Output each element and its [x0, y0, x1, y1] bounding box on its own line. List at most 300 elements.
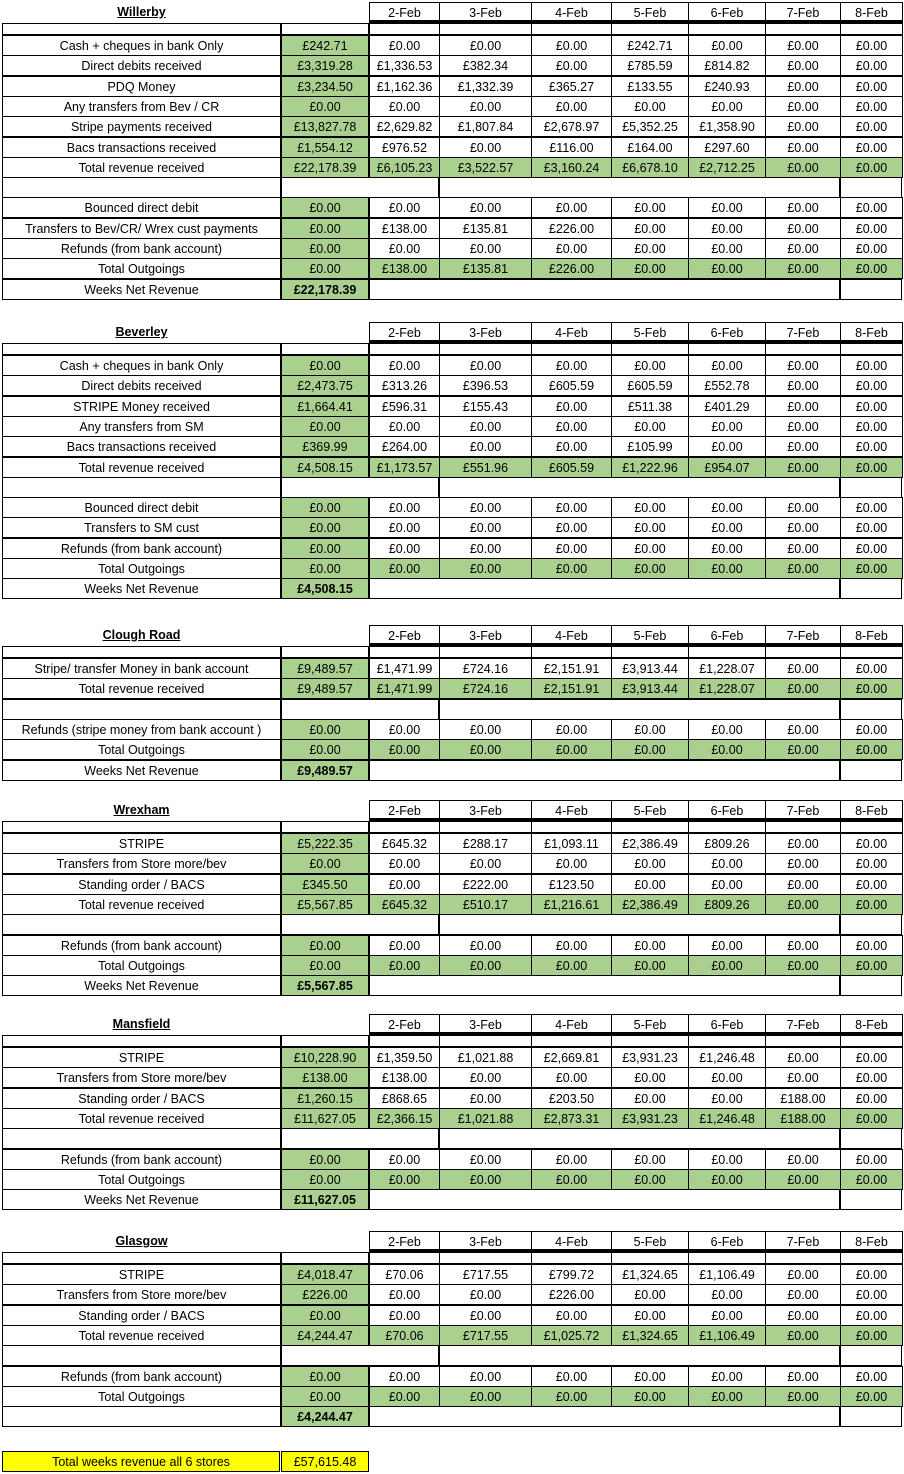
outgoing-row-day-value: £0.00: [840, 517, 903, 538]
outgoing-row-day-value: £0.00: [531, 1366, 612, 1387]
outgoing-row-day-value: £0.00: [439, 538, 532, 559]
blank-row: [281, 1252, 369, 1264]
blank-row: [765, 821, 841, 833]
blank-row: [840, 1189, 902, 1210]
total-revenue-row-day-value: £3,522.57: [439, 157, 532, 178]
total-outgoings-row-day-value: £0.00: [765, 558, 841, 579]
total-outgoings-row-day-value: £0.00: [765, 1386, 841, 1407]
store-title: Wrexham: [113, 803, 170, 817]
income-row-label: PDQ Money: [2, 76, 281, 97]
blank-row: [840, 760, 902, 781]
date-header: 8-Feb: [840, 322, 903, 343]
date-header: 7-Feb: [765, 322, 841, 343]
income-row-day-value: £313.26: [369, 375, 440, 396]
income-row-day-value: £365.27: [531, 76, 612, 97]
outgoing-row-day-value: £0.00: [369, 517, 440, 538]
outgoing-row-day-value: £0.00: [765, 1149, 841, 1170]
total-outgoings-row-label: Total Outgoings: [2, 739, 281, 760]
date-header: 3-Feb: [439, 2, 532, 23]
income-row-day-value: £0.00: [840, 436, 903, 457]
total-revenue-row-day-value: £0.00: [765, 457, 841, 478]
outgoing-row-day-value: £226.00: [531, 218, 612, 239]
outgoing-row-total: £0.00: [281, 497, 369, 518]
blank-row: [2, 23, 281, 35]
income-row-day-value: £0.00: [531, 35, 612, 56]
total-revenue-row-day-value: £724.16: [439, 678, 532, 699]
outgoing-row-label: Refunds (from bank account): [2, 1366, 281, 1387]
blank-row: [765, 1035, 841, 1047]
blank-row: [840, 477, 902, 498]
income-row-day-value: £0.00: [439, 35, 532, 56]
outgoing-row-day-value: £0.00: [369, 1149, 440, 1170]
total-outgoings-row-day-value: £138.00: [369, 258, 440, 279]
income-row-label: Transfers from Store more/bev: [2, 1284, 281, 1305]
blank-row: [439, 477, 840, 498]
income-row-label: Standing order / BACS: [2, 874, 281, 895]
blank-row: [2, 1252, 281, 1264]
total-revenue-row-day-value: £2,151.91: [531, 678, 612, 699]
income-row-day-value: £0.00: [840, 1305, 903, 1326]
total-revenue-row-day-value: £3,913.44: [611, 678, 689, 699]
net-revenue-value: £22,178.39: [281, 279, 369, 300]
income-row-label: Direct debits received: [2, 375, 281, 396]
total-revenue-row-day-value: £809.26: [688, 894, 766, 915]
outgoing-row-day-value: £0.00: [840, 238, 903, 259]
net-revenue-label: Weeks Net Revenue: [2, 578, 281, 599]
income-row-day-value: £0.00: [840, 116, 903, 137]
blank-row: [840, 1128, 902, 1149]
income-row-day-value: £297.60: [688, 137, 766, 158]
income-row-day-value: £0.00: [369, 355, 440, 376]
total-outgoings-row-day-value: £0.00: [688, 739, 766, 760]
income-row-total: £0.00: [281, 355, 369, 376]
total-outgoings-row-day-value: £0.00: [439, 955, 532, 976]
outgoing-row-day-value: £0.00: [688, 1366, 766, 1387]
outgoing-row-label: Refunds (from bank account): [2, 935, 281, 956]
total-outgoings-row-day-value: £0.00: [765, 258, 841, 279]
total-outgoings-row-label: Total Outgoings: [2, 1386, 281, 1407]
outgoing-row-day-value: £0.00: [439, 197, 532, 218]
total-revenue-row-day-value: £2,712.25: [688, 157, 766, 178]
income-row-label: Standing order / BACS: [2, 1305, 281, 1326]
income-row-day-value: £0.00: [439, 853, 532, 874]
total-outgoings-row-label: Total Outgoings: [2, 558, 281, 579]
blank-row: [369, 23, 440, 35]
total-outgoings-row-day-value: £0.00: [611, 258, 689, 279]
net-revenue-label: Weeks Net Revenue: [2, 975, 281, 996]
outgoing-row-day-value: £0.00: [688, 517, 766, 538]
income-row-total: £0.00: [281, 416, 369, 437]
outgoing-row-day-value: £0.00: [688, 238, 766, 259]
blank-row: [439, 699, 840, 720]
income-row-day-value: £2,386.49: [611, 833, 689, 854]
date-header: 6-Feb: [688, 800, 766, 821]
income-row-day-value: £1,358.90: [688, 116, 766, 137]
income-row-day-value: £0.00: [439, 416, 532, 437]
income-row-day-value: £242.71: [611, 35, 689, 56]
blank-row: [369, 760, 840, 781]
outgoing-row-day-value: £0.00: [840, 197, 903, 218]
date-header: 6-Feb: [688, 322, 766, 343]
income-row-day-value: £868.65: [369, 1088, 440, 1109]
income-row-day-value: £0.00: [688, 96, 766, 117]
income-row-day-value: £382.34: [439, 55, 532, 76]
total-revenue-row-day-value: £0.00: [840, 157, 903, 178]
income-row-day-value: £1,359.50: [369, 1047, 440, 1068]
store-title: Willerby: [117, 5, 166, 19]
net-revenue-label: Weeks Net Revenue: [2, 1189, 281, 1210]
date-header: 5-Feb: [611, 1014, 689, 1035]
outgoing-row-day-value: £0.00: [840, 497, 903, 518]
blank-row: [369, 1035, 440, 1047]
income-row-label: Standing order / BACS: [2, 1088, 281, 1109]
date-header: 4-Feb: [531, 625, 612, 646]
total-outgoings-row-day-value: £0.00: [369, 558, 440, 579]
income-row-day-value: £0.00: [611, 1284, 689, 1305]
total-outgoings-row-day-value: £0.00: [531, 1386, 612, 1407]
date-header: 5-Feb: [611, 2, 689, 23]
outgoing-row-day-value: £0.00: [765, 517, 841, 538]
income-row-day-value: £0.00: [439, 1305, 532, 1326]
income-row-day-value: £0.00: [688, 355, 766, 376]
income-row-label: STRIPE: [2, 1264, 281, 1285]
income-row-day-value: £0.00: [840, 1088, 903, 1109]
date-header: 4-Feb: [531, 2, 612, 23]
total-outgoings-row-day-value: £0.00: [369, 1386, 440, 1407]
outgoing-row-day-value: £0.00: [369, 1366, 440, 1387]
blank-row: [611, 343, 689, 355]
blank-row: [2, 914, 281, 935]
income-row-day-value: £0.00: [688, 853, 766, 874]
total-outgoings-row-total: £0.00: [281, 558, 369, 579]
total-outgoings-row-label: Total Outgoings: [2, 258, 281, 279]
outgoing-row-day-value: £0.00: [765, 935, 841, 956]
income-row-day-value: £0.00: [439, 137, 532, 158]
income-row-day-value: £0.00: [765, 436, 841, 457]
blank-row: [439, 821, 532, 833]
blank-row: [611, 821, 689, 833]
total-revenue-row-day-value: £510.17: [439, 894, 532, 915]
income-row-total: £345.50: [281, 874, 369, 895]
total-outgoings-row-day-value: £0.00: [688, 1169, 766, 1190]
blank-row: [688, 343, 766, 355]
income-row-day-value: £70.06: [369, 1264, 440, 1285]
blank-row: [2, 477, 281, 498]
total-outgoings-row-day-value: £0.00: [688, 558, 766, 579]
income-row-day-value: £222.00: [439, 874, 532, 895]
date-header: 7-Feb: [765, 2, 841, 23]
blank-row: [765, 23, 841, 35]
income-row-day-value: £0.00: [369, 1305, 440, 1326]
outgoing-row-total: £0.00: [281, 719, 369, 740]
income-row-total: £4,018.47: [281, 1264, 369, 1285]
total-revenue-row-day-value: £1,021.88: [439, 1108, 532, 1129]
income-row-label: Cash + cheques in bank Only: [2, 355, 281, 376]
income-row-day-value: £1,246.48: [688, 1047, 766, 1068]
outgoing-row-day-value: £0.00: [439, 517, 532, 538]
date-header: 5-Feb: [611, 1231, 689, 1252]
total-outgoings-row-day-value: £135.81: [439, 258, 532, 279]
income-row-day-value: £0.00: [840, 874, 903, 895]
outgoing-row-day-value: £0.00: [369, 935, 440, 956]
total-outgoings-row-day-value: £0.00: [840, 1169, 903, 1190]
blank-row: [439, 1128, 840, 1149]
outgoing-row-day-value: £0.00: [439, 238, 532, 259]
income-row-day-value: £1,228.07: [688, 658, 766, 679]
outgoing-row-day-value: £0.00: [611, 538, 689, 559]
income-row-day-value: £0.00: [840, 416, 903, 437]
income-row-day-value: £511.38: [611, 396, 689, 417]
total-revenue-row-total: £11,627.05: [281, 1108, 369, 1129]
total-outgoings-row-day-value: £226.00: [531, 258, 612, 279]
blank-row: [2, 177, 281, 198]
blank-row: [840, 1345, 902, 1366]
total-revenue-row-day-value: £1,471.99: [369, 678, 440, 699]
income-row-day-value: £717.55: [439, 1264, 532, 1285]
income-row-day-value: £2,151.91: [531, 658, 612, 679]
blank-row: [281, 343, 369, 355]
blank-row: [531, 23, 612, 35]
income-row-day-value: £1,807.84: [439, 116, 532, 137]
total-revenue-row-total: £4,508.15: [281, 457, 369, 478]
income-row-total: £2,473.75: [281, 375, 369, 396]
date-header: 7-Feb: [765, 1014, 841, 1035]
blank-row: [765, 1252, 841, 1264]
blank-row: [369, 279, 840, 300]
blank-row: [369, 343, 440, 355]
store-title: Beverley: [115, 325, 168, 339]
income-row-day-value: £724.16: [439, 658, 532, 679]
income-row-day-value: £785.59: [611, 55, 689, 76]
grand-total-value: £57,615.48: [281, 1451, 369, 1472]
outgoing-row-day-value: £0.00: [369, 497, 440, 518]
store-title: Mansfield: [112, 1017, 171, 1031]
income-row-day-value: £1,021.88: [439, 1047, 532, 1068]
date-header: 6-Feb: [688, 1014, 766, 1035]
income-row-total: £226.00: [281, 1284, 369, 1305]
total-revenue-row-label: Total revenue received: [2, 678, 281, 699]
total-outgoings-row-day-value: £0.00: [369, 955, 440, 976]
net-revenue-value: £9,489.57: [281, 760, 369, 781]
income-row-total: £1,664.41: [281, 396, 369, 417]
income-row-day-value: £0.00: [840, 833, 903, 854]
date-header: 3-Feb: [439, 1231, 532, 1252]
income-row-day-value: £0.00: [688, 1067, 766, 1088]
total-outgoings-row-day-value: £0.00: [840, 258, 903, 279]
income-row-total: £3,234.50: [281, 76, 369, 97]
blank-row: [611, 646, 689, 658]
outgoing-row-total: £0.00: [281, 218, 369, 239]
outgoing-row-label: Refunds (from bank account): [2, 238, 281, 259]
date-header: 2-Feb: [369, 800, 440, 821]
outgoing-row-day-value: £0.00: [369, 197, 440, 218]
total-revenue-row-label: Total revenue received: [2, 1325, 281, 1346]
income-row-day-value: £0.00: [611, 416, 689, 437]
net-revenue-value: £11,627.05: [281, 1189, 369, 1210]
total-revenue-row-day-value: £0.00: [765, 678, 841, 699]
income-row-day-value: £0.00: [765, 375, 841, 396]
outgoing-row-day-value: £0.00: [369, 538, 440, 559]
income-row-label: Bacs transactions received: [2, 137, 281, 158]
income-row-day-value: £1,162.36: [369, 76, 440, 97]
date-header: 4-Feb: [531, 800, 612, 821]
income-row-day-value: £0.00: [369, 416, 440, 437]
date-header: 3-Feb: [439, 800, 532, 821]
income-row-day-value: £0.00: [840, 375, 903, 396]
income-row-total: £5,222.35: [281, 833, 369, 854]
total-revenue-row-day-value: £2,386.49: [611, 894, 689, 915]
net-revenue-label: [2, 1406, 281, 1427]
outgoing-row-label: Bounced direct debit: [2, 197, 281, 218]
income-row-day-value: £1,471.99: [369, 658, 440, 679]
blank-row: [840, 1252, 903, 1264]
date-header: 2-Feb: [369, 1231, 440, 1252]
blank-row: [840, 699, 902, 720]
blank-row: [531, 646, 612, 658]
blank-row: [765, 646, 841, 658]
outgoing-row-day-value: £0.00: [611, 218, 689, 239]
blank-row: [281, 177, 439, 198]
income-row-day-value: £3,931.23: [611, 1047, 689, 1068]
total-outgoings-row-day-value: £0.00: [439, 1386, 532, 1407]
net-revenue-value: £5,567.85: [281, 975, 369, 996]
blank-row: [281, 646, 369, 658]
income-row-day-value: £0.00: [531, 55, 612, 76]
blank-row: [531, 1252, 612, 1264]
income-row-day-value: £1,336.53: [369, 55, 440, 76]
date-header: 3-Feb: [439, 625, 532, 646]
blank-row: [531, 821, 612, 833]
total-revenue-row-day-value: £6,678.10: [611, 157, 689, 178]
outgoing-row-day-value: £0.00: [840, 935, 903, 956]
income-row-day-value: £0.00: [840, 1067, 903, 1088]
date-header: 8-Feb: [840, 625, 903, 646]
total-outgoings-row-day-value: £0.00: [611, 739, 689, 760]
outgoing-row-total: £0.00: [281, 238, 369, 259]
net-revenue-value: £4,508.15: [281, 578, 369, 599]
net-revenue-value: £4,244.47: [281, 1406, 369, 1427]
total-outgoings-row-day-value: £0.00: [439, 1169, 532, 1190]
total-revenue-row-day-value: £2,366.15: [369, 1108, 440, 1129]
outgoing-row-label: Bounced direct debit: [2, 497, 281, 518]
total-revenue-row-label: Total revenue received: [2, 457, 281, 478]
total-revenue-row-day-value: £551.96: [439, 457, 532, 478]
income-row-day-value: £0.00: [840, 1264, 903, 1285]
outgoing-row-day-value: £0.00: [840, 719, 903, 740]
total-revenue-row-day-value: £0.00: [840, 678, 903, 699]
blank-row: [281, 1128, 439, 1149]
total-revenue-row-day-value: £1,216.61: [531, 894, 612, 915]
total-revenue-row-day-value: £188.00: [765, 1108, 841, 1129]
income-row-label: Any transfers from SM: [2, 416, 281, 437]
total-revenue-row-day-value: £0.00: [840, 457, 903, 478]
total-outgoings-row-day-value: £0.00: [688, 258, 766, 279]
income-row-label: Stripe payments received: [2, 116, 281, 137]
total-revenue-row-day-value: £0.00: [765, 894, 841, 915]
income-row-day-value: £2,669.81: [531, 1047, 612, 1068]
total-outgoings-row-day-value: £0.00: [531, 1169, 612, 1190]
total-outgoings-row-day-value: £0.00: [611, 1169, 689, 1190]
blank-row: [840, 279, 902, 300]
outgoing-row-label: Refunds (stripe money from bank account ): [2, 719, 281, 740]
income-row-day-value: £0.00: [688, 1088, 766, 1109]
income-row-label: Cash + cheques in bank Only: [2, 35, 281, 56]
income-row-day-value: £0.00: [688, 416, 766, 437]
income-row-label: Transfers from Store more/bev: [2, 853, 281, 874]
total-revenue-row-day-value: £0.00: [840, 1325, 903, 1346]
outgoing-row-day-value: £0.00: [688, 197, 766, 218]
outgoing-row-day-value: £0.00: [531, 197, 612, 218]
income-row-day-value: £123.50: [531, 874, 612, 895]
blank-row: [2, 1345, 281, 1366]
income-row-day-value: £0.00: [765, 1067, 841, 1088]
date-header: 4-Feb: [531, 1014, 612, 1035]
outgoing-row-day-value: £0.00: [688, 218, 766, 239]
blank-row: [688, 23, 766, 35]
income-row-day-value: £188.00: [765, 1088, 841, 1109]
total-outgoings-row-total: £0.00: [281, 1386, 369, 1407]
outgoing-row-total: £0.00: [281, 1149, 369, 1170]
blank-row: [611, 1035, 689, 1047]
income-row-day-value: £0.00: [439, 1067, 532, 1088]
blank-row: [439, 914, 840, 935]
income-row-day-value: £1,106.49: [688, 1264, 766, 1285]
outgoing-row-day-value: £0.00: [840, 1149, 903, 1170]
outgoing-row-day-value: £0.00: [531, 517, 612, 538]
income-row-day-value: £552.78: [688, 375, 766, 396]
total-revenue-row-label: Total revenue received: [2, 1108, 281, 1129]
total-revenue-row-day-value: £1,246.48: [688, 1108, 766, 1129]
total-outgoings-row-day-value: £0.00: [840, 739, 903, 760]
income-row-day-value: £203.50: [531, 1088, 612, 1109]
blank-row: [688, 1035, 766, 1047]
income-row-day-value: £645.32: [369, 833, 440, 854]
blank-row: [840, 23, 903, 35]
blank-row: [840, 975, 902, 996]
outgoing-row-day-value: £0.00: [611, 238, 689, 259]
total-outgoings-row-total: £0.00: [281, 955, 369, 976]
outgoing-row-day-value: £0.00: [611, 935, 689, 956]
income-row-day-value: £0.00: [840, 853, 903, 874]
income-row-total: £3,319.28: [281, 55, 369, 76]
income-row-day-value: £0.00: [439, 1284, 532, 1305]
date-header: 8-Feb: [840, 2, 903, 23]
blank-row: [840, 1406, 902, 1427]
income-row-day-value: £0.00: [531, 396, 612, 417]
blank-row: [840, 1035, 903, 1047]
blank-row: [840, 914, 902, 935]
blank-row: [369, 646, 440, 658]
blank-row: [840, 821, 903, 833]
total-outgoings-row-day-value: £0.00: [688, 1386, 766, 1407]
total-outgoings-row-label: Total Outgoings: [2, 955, 281, 976]
income-row-day-value: £0.00: [688, 35, 766, 56]
date-header: 3-Feb: [439, 1014, 532, 1035]
outgoing-row-day-value: £0.00: [688, 719, 766, 740]
income-row-day-value: £0.00: [611, 874, 689, 895]
income-row-total: £369.99: [281, 436, 369, 457]
outgoing-row-total: £0.00: [281, 197, 369, 218]
net-revenue-label: Weeks Net Revenue: [2, 760, 281, 781]
total-revenue-row-day-value: £0.00: [840, 894, 903, 915]
income-row-day-value: £0.00: [531, 1067, 612, 1088]
date-header: 3-Feb: [439, 322, 532, 343]
total-outgoings-row-day-value: £0.00: [611, 955, 689, 976]
income-row-day-value: £0.00: [611, 1088, 689, 1109]
outgoing-row-day-value: £0.00: [765, 538, 841, 559]
income-row-day-value: £2,629.82: [369, 116, 440, 137]
income-row-day-value: £0.00: [765, 874, 841, 895]
